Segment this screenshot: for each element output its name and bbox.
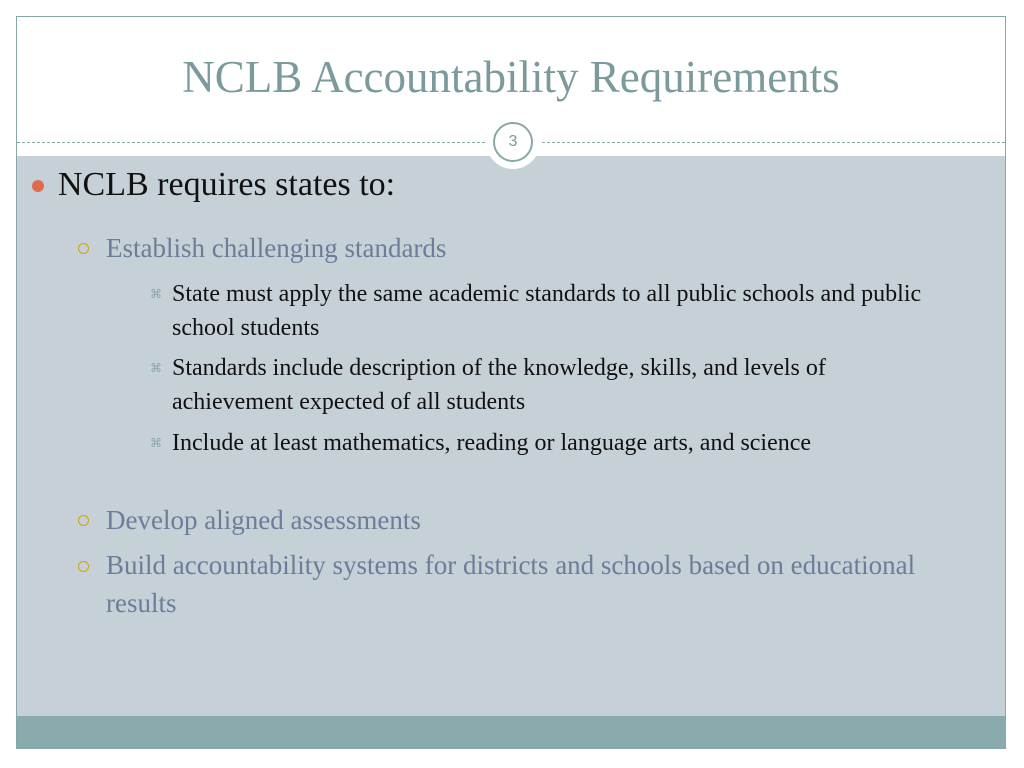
slide-title: NCLB Accountability Requirements xyxy=(182,52,840,102)
level2-bullet-icon xyxy=(78,243,89,254)
level1-bullet-icon xyxy=(32,180,44,192)
level2-item-text: Build accountability systems for districts and schools based on educational results xyxy=(106,550,916,618)
level3-bullet-icon: ⌘ xyxy=(150,287,162,301)
slide-number-badge xyxy=(486,115,540,169)
level3-item-text: State must apply the same academic standards to all public schools and public school students xyxy=(172,281,922,341)
main-bullet-text: NCLB requires states to: xyxy=(58,166,396,203)
level2-item-text: Establish challenging standards xyxy=(106,233,447,263)
level3-item-text: Include at least mathematics, reading or language arts, and science xyxy=(172,430,812,456)
level2-bullet-icon xyxy=(78,515,89,526)
level2-item-text: Develop aligned assessments xyxy=(106,505,421,535)
level3-bullet-icon: ⌘ xyxy=(150,436,162,450)
level3-bullet-icon: ⌘ xyxy=(150,361,162,375)
level2-bullet-icon xyxy=(78,561,89,572)
level3-item-text: Standards include description of the knowledge, skills, and levels of achievement expected of all students xyxy=(172,355,826,415)
slide-number: 3 xyxy=(493,122,533,162)
